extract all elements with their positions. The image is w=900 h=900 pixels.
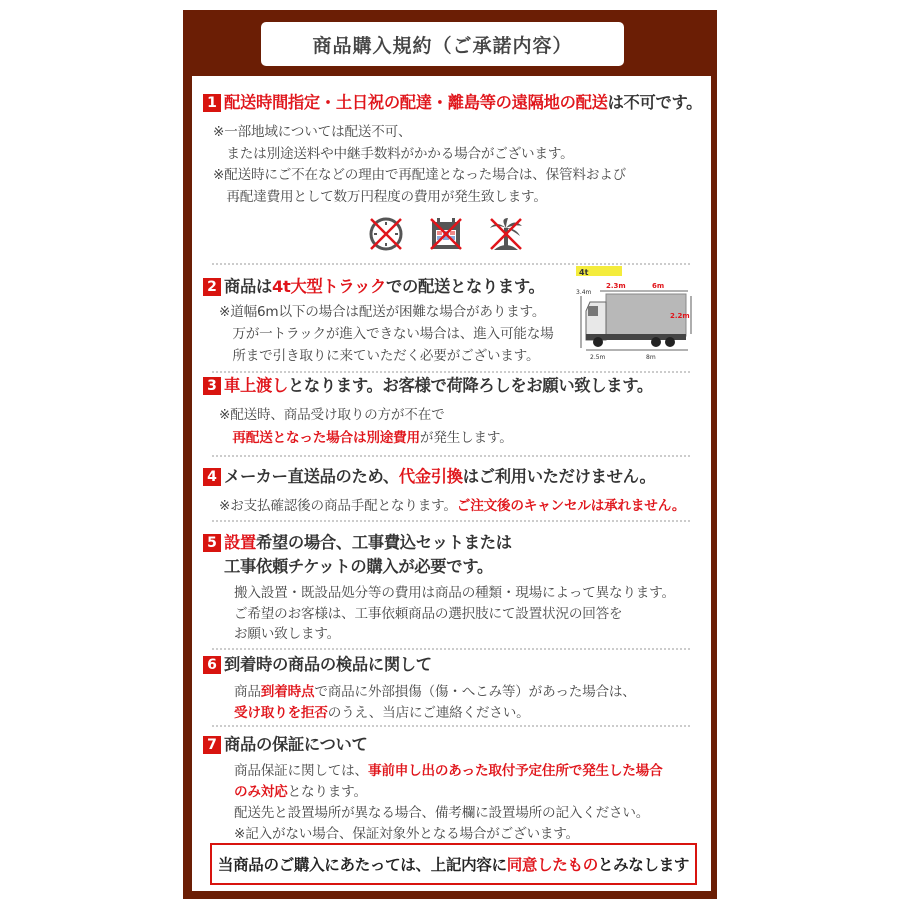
- section-note: [219, 426, 513, 446]
- text-segment: 万が一トラックが進入できない場合は、進入可能な場: [219, 326, 554, 342]
- dotted-divider: [212, 520, 690, 522]
- dotted-divider: [212, 648, 690, 650]
- text-segment: ※お支払確認後の商品手配となります。: [219, 498, 457, 514]
- truck-wheelbase: 2.5m: [590, 354, 606, 361]
- section-note: [213, 163, 626, 183]
- text-segment: は不可です。: [607, 93, 703, 112]
- section-heading: [224, 465, 656, 489]
- section-heading: [224, 555, 493, 579]
- text-segment: のうえ、当店にご連絡ください。: [327, 705, 530, 721]
- section-number-badge: 3: [203, 377, 221, 395]
- section-note: [234, 701, 530, 721]
- section-note: [234, 622, 340, 642]
- text-segment: 搬入設置・既設品処分等の費用は商品の種類・現場によって異なります。: [234, 585, 675, 601]
- dotted-divider: [212, 725, 690, 727]
- section-heading: [224, 733, 368, 757]
- section-note: [234, 680, 636, 700]
- text-segment: 当商品のご購入にあたっては、上記内容に: [217, 856, 507, 874]
- emphasis-text: ご注文後のキャンセルは承れません。: [456, 498, 686, 514]
- section-note: [219, 322, 554, 342]
- text-segment: 工事依頼チケットの購入が必要です。: [224, 557, 493, 576]
- emphasis-text: 車上渡し: [224, 376, 288, 395]
- text-segment: 到着時の商品の検品に関して: [224, 655, 432, 674]
- emphasis-text: 受け取りを拒否: [234, 705, 328, 721]
- truck-cab-length: 2.3m: [606, 282, 626, 290]
- emphasis-text: 同意したもの: [506, 856, 598, 874]
- text-segment: ご希望のお客様は、工事依頼商品の選択肢にて設置状況の回答を: [234, 605, 623, 622]
- section-note: [219, 300, 545, 320]
- truck-dimensions-illustration: [576, 266, 694, 362]
- emphasis-text: 事前申し出のあった取付予定住所で発生した場合: [367, 763, 663, 779]
- text-segment: または別途送料や中継手数料がかかる場合がございます。: [213, 145, 574, 162]
- text-segment: ※一部地域については配送不可、: [213, 124, 412, 140]
- section-heading: [224, 275, 545, 299]
- section-heading: [224, 531, 512, 555]
- section-note: [219, 344, 539, 364]
- agreement-notice: [210, 843, 697, 885]
- text-segment: [219, 430, 232, 446]
- section-note: [213, 185, 547, 205]
- text-segment: メーカー直送品のため、: [224, 467, 399, 486]
- text-segment: 所まで引き取りに来ていただく必要がございます。: [219, 348, 540, 364]
- section-note: [234, 780, 367, 800]
- dotted-divider: [212, 455, 690, 457]
- text-segment: ※配送時、商品受け取りの方が不在で: [219, 407, 445, 423]
- section-note: [234, 759, 662, 779]
- text-segment: ※配送時にご不在などの理由で再配達となった場合は、保管料および: [213, 167, 627, 184]
- text-segment: 再配達費用として数万円程度の費用が発生致します。: [213, 188, 547, 205]
- section-note: [213, 120, 411, 140]
- section-note: [234, 822, 579, 842]
- text-segment: ※道幅6m以下の場合は配送が困難な場合があります。: [219, 304, 546, 320]
- text-segment: で商品に外部損傷（傷・へこみ等）があった場合は、: [314, 684, 636, 700]
- text-segment: 商品保証に関しては、: [234, 763, 368, 779]
- section-note: [219, 403, 445, 423]
- truck-box-length: 6m: [652, 282, 665, 290]
- text-segment: とみなします: [597, 856, 690, 874]
- truck-height: 3.4m: [576, 289, 592, 296]
- text-segment: ※記入がない場合、保証対象外となる場合がございます。: [234, 826, 579, 842]
- emphasis-text: 到着時点: [260, 684, 315, 700]
- page-title: 商品購入規約（ご承諾内容）: [261, 22, 624, 66]
- emphasis-text: 4t大型トラック: [271, 277, 387, 296]
- text-segment: はご利用いただけません。: [462, 467, 656, 486]
- section-number-badge: 2: [203, 278, 221, 296]
- emphasis-text: 配送時間指定・土日祝の配達・離島等の遠隔地の配送: [224, 93, 608, 112]
- section-note: [213, 142, 574, 162]
- text-segment: お願い致します。: [234, 626, 341, 643]
- section-heading: [224, 653, 432, 677]
- palm-tree-crossed-icon: [486, 214, 526, 254]
- text-segment: での配送となります。: [386, 277, 545, 296]
- section-number-badge: 5: [203, 534, 221, 552]
- text-segment: 配送先と設置場所が異なる場合、備考欄に設置場所の記入ください。: [234, 805, 650, 821]
- section-number-badge: 7: [203, 736, 221, 754]
- dotted-divider: [212, 263, 690, 265]
- emphasis-text: 再配送となった場合は別途費用: [232, 430, 420, 446]
- text-segment: 希望の場合、工事費込セットまたは: [255, 533, 512, 552]
- no-delivery-icons: [366, 214, 526, 254]
- section-heading: [224, 91, 702, 115]
- text-segment: 商品: [234, 684, 261, 700]
- truck-total-length: 8m: [646, 354, 656, 361]
- section-number-badge: 1: [203, 94, 221, 112]
- section-heading: [224, 374, 653, 398]
- text-segment: 商品の保証について: [224, 735, 368, 754]
- truck-tonnage: 4t: [579, 268, 589, 277]
- calendar-crossed-icon: [426, 214, 466, 254]
- section-note: [219, 494, 685, 514]
- emphasis-text: 設置: [224, 533, 256, 552]
- section-note: [234, 801, 649, 821]
- text-segment: となります。お客様で荷降ろしをお願い致します。: [287, 376, 653, 395]
- emphasis-text: のみ対応: [234, 784, 288, 800]
- emphasis-text: 代金引換: [398, 467, 463, 486]
- section-number-badge: 4: [203, 468, 221, 486]
- section-note: [234, 602, 622, 622]
- dotted-divider: [212, 371, 690, 373]
- section-number-badge: 6: [203, 656, 221, 674]
- truck-box-height: 2.2m: [670, 312, 690, 320]
- text-segment: が発生します。: [419, 430, 513, 446]
- clock-crossed-icon: [366, 214, 406, 254]
- section-note: [234, 581, 675, 601]
- text-segment: 商品は: [224, 277, 272, 296]
- text-segment: となります。: [287, 784, 367, 800]
